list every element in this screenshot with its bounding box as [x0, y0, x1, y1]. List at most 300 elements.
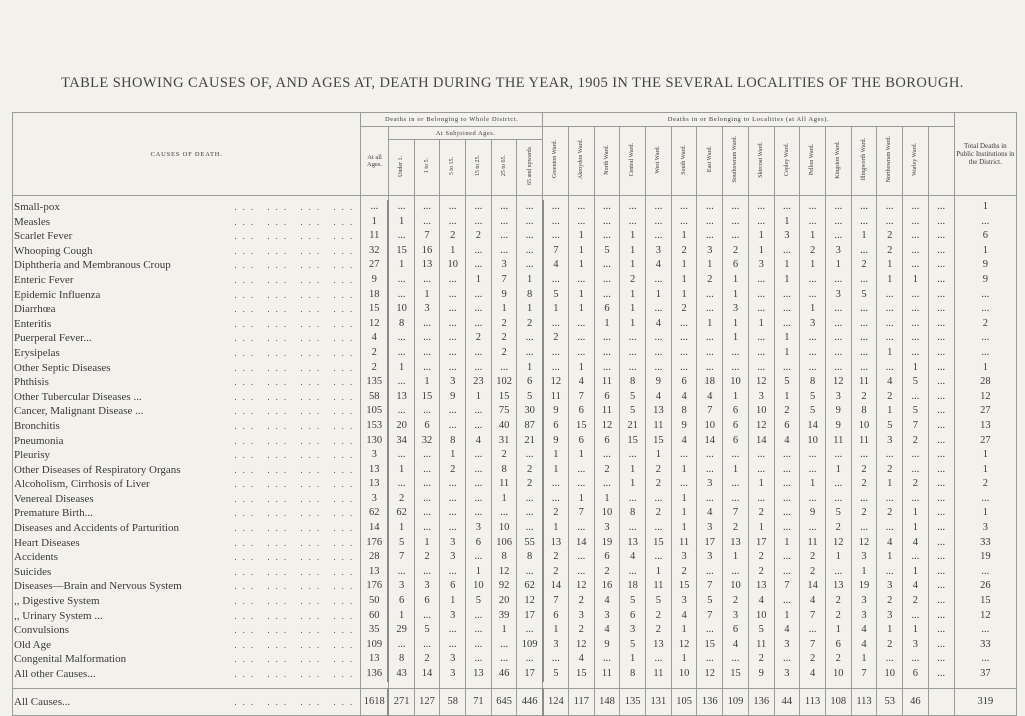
table-row [13, 506, 1017, 521]
cause-name [13, 229, 361, 244]
cell-value: ... [825, 565, 851, 580]
cell-value: ... [825, 477, 851, 492]
cell-value: ... [800, 492, 826, 507]
cell-value: 58 [440, 688, 466, 715]
cell-value: 11 [543, 390, 569, 405]
cell-value: 4 [568, 375, 594, 390]
cell-value: 136 [361, 667, 389, 682]
cell-value: ... [543, 346, 569, 361]
cell-value: 4 [671, 609, 697, 624]
leader-dots: ... ... ... ... [234, 377, 359, 388]
cell-value: ... [543, 273, 569, 288]
table-row [13, 521, 1017, 536]
cell-value: ... [748, 273, 774, 288]
cause-name [13, 200, 361, 215]
cell-value: ... [774, 302, 800, 317]
cell-value: 1 [851, 565, 877, 580]
cell-value: 2 [877, 463, 903, 478]
cause-name [13, 688, 361, 715]
cell-value: 12 [748, 375, 774, 390]
leader-dots: ... ... ... ... [234, 289, 359, 300]
cell-value: 33 [954, 638, 1016, 653]
cell-value: 4 [646, 390, 672, 405]
cause-name [13, 317, 361, 332]
cell-value: 10 [800, 434, 826, 449]
cell-value: 1 [568, 492, 594, 507]
cell-value: 1 [748, 477, 774, 492]
cell-value: 11 [825, 434, 851, 449]
cell-value: ... [903, 244, 929, 259]
cell-value: 4 [594, 594, 620, 609]
cell-value: 37 [954, 667, 1016, 682]
cell-value: 3 [440, 652, 466, 667]
leader-dots: ... ... ... ... [234, 493, 359, 504]
cell-value: 2 [954, 317, 1016, 332]
cell-value: 15 [671, 579, 697, 594]
cell-value: 1 [748, 244, 774, 259]
cell-value: 1 [646, 448, 672, 463]
cell-value: ... [491, 638, 517, 653]
cause-label: Diarrhœa [14, 303, 56, 316]
cell-value: 6 [594, 302, 620, 317]
cell-value: ... [388, 288, 414, 303]
cell-value: ... [414, 477, 440, 492]
cell-value: 2 [748, 550, 774, 565]
cell-value: ... [903, 229, 929, 244]
cell-value: 1 [671, 273, 697, 288]
cell-value: 7 [543, 244, 569, 259]
cell-value: 8 [517, 288, 543, 303]
cell-value: ... [517, 200, 543, 215]
cell-value: 3 [671, 594, 697, 609]
cell-value: 2 [877, 594, 903, 609]
cell-value: 1 [671, 258, 697, 273]
cell-value: ... [646, 215, 672, 230]
cell-value: 3 [466, 521, 492, 536]
cell-value: ... [851, 215, 877, 230]
cell-value: ... [388, 477, 414, 492]
leader-dots: ... ... ... ... [234, 420, 359, 431]
cell-value: ... [903, 258, 929, 273]
cell-value: 9 [800, 506, 826, 521]
cell-value: 1 [646, 288, 672, 303]
cell-value: 1 [671, 652, 697, 667]
cell-value: 13 [543, 536, 569, 551]
cell-value: ... [697, 565, 723, 580]
cell-value: 1 [517, 273, 543, 288]
cell-value: 1 [414, 288, 440, 303]
table-row [13, 594, 1017, 609]
cell-value: ... [491, 361, 517, 376]
cell-value: 1 [568, 244, 594, 259]
cell-value: ... [414, 361, 440, 376]
locality-header: Southowram Ward. [723, 127, 749, 196]
cell-value: 3 [440, 375, 466, 390]
cell-value: 7 [903, 419, 929, 434]
cell-value: 2 [851, 506, 877, 521]
leader-dots: ... ... ... ... [234, 639, 359, 650]
cell-value: 44 [774, 688, 800, 715]
cell-value: 15 [954, 594, 1016, 609]
cell-value: 7 [851, 667, 877, 682]
subjoined-ages-header: At Subjoined Ages. [388, 127, 542, 140]
cell-value: 4 [851, 623, 877, 638]
cell-value: 148 [594, 688, 620, 715]
cell-value: 2 [543, 506, 569, 521]
cell-value: 13 [646, 638, 672, 653]
cell-value: ... [414, 273, 440, 288]
cause-name [13, 550, 361, 565]
cause-name [13, 288, 361, 303]
cell-value: 4 [568, 652, 594, 667]
blank-header [928, 127, 954, 196]
cell-value: ... [620, 521, 646, 536]
cell-value: 14 [800, 579, 826, 594]
cell-value: 9 [594, 638, 620, 653]
cell-value: ... [440, 273, 466, 288]
cell-value: 7 [697, 609, 723, 624]
cell-value: 13 [723, 536, 749, 551]
cell-value: 2 [723, 521, 749, 536]
cell-value: ... [440, 404, 466, 419]
cell-value: 1 [954, 448, 1016, 463]
cell-value: 2 [877, 229, 903, 244]
cell-value: ... [928, 331, 954, 346]
cell-value: ... [466, 404, 492, 419]
cell-value: ... [825, 302, 851, 317]
cell-value: ... [568, 331, 594, 346]
cell-value: ... [594, 288, 620, 303]
cell-value: ... [646, 331, 672, 346]
cell-value: ... [774, 448, 800, 463]
cell-value: 2 [851, 463, 877, 478]
cell-value: 4 [361, 331, 389, 346]
table-title: TABLE SHOWING CAUSES OF, AND AGES AT, DEATH DURING THE YEAR, 1905 IN THE SEVERAL LOCALITIES OF THE BOROUGH. [61, 75, 964, 91]
leader-dots: ... ... ... ... [234, 318, 359, 329]
cell-value: ... [491, 652, 517, 667]
cell-value: 7 [414, 229, 440, 244]
cell-value: 4 [877, 536, 903, 551]
cell-value: 3 [825, 288, 851, 303]
cell-value: ... [414, 463, 440, 478]
cell-value: 109 [517, 638, 543, 653]
cell-value: ... [903, 331, 929, 346]
cell-value: ... [928, 638, 954, 653]
age-header: 1 to 5. [414, 140, 440, 196]
leader-dots: ... ... ... ... [234, 669, 359, 679]
cell-value: ... [723, 652, 749, 667]
cell-value: ... [825, 229, 851, 244]
cell-value: 2 [800, 565, 826, 580]
cell-value: ... [440, 419, 466, 434]
cell-value: 2 [877, 638, 903, 653]
cell-value: ... [697, 331, 723, 346]
locality-header: East Ward. [697, 127, 723, 196]
cell-value: ... [697, 361, 723, 376]
cell-value: 1 [851, 229, 877, 244]
cell-value: ... [748, 361, 774, 376]
cell-value: 2 [594, 463, 620, 478]
cell-value: ... [440, 492, 466, 507]
cell-value: ... [491, 229, 517, 244]
cell-value: 1 [568, 361, 594, 376]
leader-dots: ... ... ... ... [234, 362, 359, 373]
cell-value: 8 [491, 550, 517, 565]
cell-value: 12 [568, 579, 594, 594]
cell-value: ... [851, 331, 877, 346]
locality-header: South Ward. [671, 127, 697, 196]
cell-value: 1 [491, 302, 517, 317]
cell-value: ... [517, 258, 543, 273]
table-row [13, 288, 1017, 303]
cell-value: 176 [361, 579, 389, 594]
cell-value: 15 [491, 390, 517, 405]
cell-value: ... [414, 317, 440, 332]
cell-value: 13 [414, 258, 440, 273]
cell-value: 3 [723, 302, 749, 317]
cell-value: 1 [466, 273, 492, 288]
cell-value: ... [594, 652, 620, 667]
cell-value: ... [440, 506, 466, 521]
cause-label: Heart Diseases [14, 536, 80, 549]
cell-value: 29 [388, 623, 414, 638]
cell-value: ... [414, 565, 440, 580]
cell-value: ... [774, 244, 800, 259]
cell-value: 1 [748, 229, 774, 244]
cell-value: ... [671, 361, 697, 376]
cell-value: 28 [361, 550, 389, 565]
cell-value: ... [877, 302, 903, 317]
table-row [13, 463, 1017, 478]
cell-value: 135 [620, 688, 646, 715]
cause-name [13, 404, 361, 419]
cell-value: 8 [491, 463, 517, 478]
cell-value: 1 [774, 536, 800, 551]
cell-value: ... [928, 404, 954, 419]
cell-value: 7 [388, 550, 414, 565]
cell-value: ... [414, 506, 440, 521]
table-row [13, 302, 1017, 317]
cell-value: 14 [361, 521, 389, 536]
mortality-table [12, 112, 1017, 716]
cell-value: ... [877, 652, 903, 667]
cause-label: Convulsions [14, 624, 70, 637]
leader-dots: ... ... ... ... [234, 450, 359, 461]
cell-value: 1 [594, 317, 620, 332]
cell-value: 8 [388, 317, 414, 332]
cell-value: ... [723, 215, 749, 230]
cell-value: ... [954, 623, 1016, 638]
cause-label: Other Diseases of Respiratory Organs [14, 463, 181, 476]
cell-value: 1 [825, 550, 851, 565]
cell-value: ... [620, 361, 646, 376]
cell-value: 2 [877, 244, 903, 259]
cell-value: 8 [388, 652, 414, 667]
leader-dots: ... ... ... ... [234, 464, 359, 475]
cell-value: 9 [954, 258, 1016, 273]
cell-value: 2 [646, 477, 672, 492]
cell-value: ... [928, 550, 954, 565]
cell-value: 3 [697, 477, 723, 492]
cell-value: 11 [491, 477, 517, 492]
cell-value: 9 [671, 419, 697, 434]
cell-value: ... [517, 331, 543, 346]
table-row [13, 331, 1017, 346]
cell-value: 2 [697, 273, 723, 288]
cell-value: 5 [697, 594, 723, 609]
cell-value: ... [414, 346, 440, 361]
leader-dots: ... ... ... ... [234, 596, 359, 607]
cell-value: 15 [568, 667, 594, 682]
cell-value: 10 [466, 579, 492, 594]
cell-value: 60 [361, 609, 389, 624]
cell-value: ... [954, 652, 1016, 667]
cell-value: 124 [543, 688, 569, 715]
cell-value: 14 [414, 667, 440, 682]
table-row [13, 492, 1017, 507]
cell-value: ... [903, 200, 929, 215]
cell-value: ... [388, 638, 414, 653]
cell-value: 1 [903, 623, 929, 638]
cell-value: ... [928, 652, 954, 667]
cell-value: 1 [774, 390, 800, 405]
cell-value: 1 [543, 623, 569, 638]
cell-value: ... [517, 229, 543, 244]
cell-value: ... [466, 215, 492, 230]
cell-value: 7 [697, 579, 723, 594]
cell-value: 10 [594, 506, 620, 521]
cell-value: ... [928, 346, 954, 361]
cell-value: 2 [646, 463, 672, 478]
cell-value: ... [388, 375, 414, 390]
cell-value: 4 [748, 594, 774, 609]
cell-value: ... [851, 317, 877, 332]
cell-value: ... [800, 448, 826, 463]
leader-dots: ... ... ... ... [234, 406, 359, 417]
table-row [13, 346, 1017, 361]
cell-value: 1 [517, 361, 543, 376]
cell-value: 3 [825, 390, 851, 405]
cell-value: 16 [594, 579, 620, 594]
cell-value: 19 [851, 579, 877, 594]
cell-value: 10 [723, 579, 749, 594]
cell-value: 28 [954, 375, 1016, 390]
cell-value: 1 [877, 258, 903, 273]
cell-value: ... [361, 200, 389, 215]
cell-value: 18 [620, 579, 646, 594]
cell-value: ... [928, 375, 954, 390]
cell-value: 12 [543, 375, 569, 390]
cell-value: 5 [543, 288, 569, 303]
cell-value: 1 [877, 273, 903, 288]
cell-value: 9 [543, 434, 569, 449]
cell-value: 17 [748, 536, 774, 551]
cell-value: 2 [491, 317, 517, 332]
cell-value: 9 [825, 404, 851, 419]
cell-value: 2 [825, 594, 851, 609]
cell-value: 3 [774, 638, 800, 653]
table-row [13, 638, 1017, 653]
cell-value: 109 [361, 638, 389, 653]
cell-value: 7 [543, 594, 569, 609]
cell-value: ... [568, 215, 594, 230]
cell-value: ... [466, 492, 492, 507]
cell-value: 3 [491, 258, 517, 273]
cell-value: 16 [414, 244, 440, 259]
cause-label: Other Tubercular Diseases ... [14, 390, 142, 403]
cell-value: 2 [825, 521, 851, 536]
cell-value: ... [851, 492, 877, 507]
cell-value: 27 [954, 434, 1016, 449]
cell-value: ... [491, 200, 517, 215]
cell-value: ... [517, 215, 543, 230]
cell-value: 4 [466, 434, 492, 449]
cell-value: 8 [440, 434, 466, 449]
cell-value: 17 [697, 536, 723, 551]
table-row [13, 215, 1017, 230]
cause-label: Venereal Diseases [14, 492, 94, 505]
cell-value: ... [928, 565, 954, 580]
cell-value: 1 [954, 200, 1016, 215]
cell-value: ... [774, 317, 800, 332]
cause-name [13, 390, 361, 405]
cell-value: 3 [671, 550, 697, 565]
cell-value: ... [928, 215, 954, 230]
cell-value: ... [877, 492, 903, 507]
cell-value: 3 [748, 258, 774, 273]
cell-value: 1 [903, 521, 929, 536]
cell-value: 1 [620, 652, 646, 667]
cell-value: 50 [361, 594, 389, 609]
cell-value: 2 [594, 565, 620, 580]
cell-value: ... [466, 463, 492, 478]
cell-value: ... [928, 434, 954, 449]
cell-value: ... [851, 200, 877, 215]
cell-value: ... [388, 346, 414, 361]
leader-dots: ... ... ... ... [234, 245, 359, 256]
cell-value: 2 [903, 477, 929, 492]
cell-value: 13 [825, 579, 851, 594]
cell-value: 1 [671, 623, 697, 638]
cell-value: 2 [748, 652, 774, 667]
leader-dots: ... ... ... ... [234, 523, 359, 534]
cell-value: ... [928, 448, 954, 463]
cell-value: ... [825, 361, 851, 376]
cell-value: ... [646, 200, 672, 215]
cell-value: 15 [646, 536, 672, 551]
locality-header: North Ward. [594, 127, 620, 196]
cause-label: Pneumonia [14, 434, 64, 447]
cell-value: 62 [517, 579, 543, 594]
cell-value: ... [440, 521, 466, 536]
cell-value: 1 [903, 506, 929, 521]
leader-dots: ... ... ... ... [234, 581, 359, 592]
cell-value: 4 [903, 579, 929, 594]
cell-value: ... [671, 346, 697, 361]
cell-value: ... [774, 652, 800, 667]
cause-label: Phthisis [14, 376, 49, 389]
leader-dots: ... ... ... ... [234, 216, 359, 227]
cell-value: ... [748, 346, 774, 361]
cell-value: 127 [414, 688, 440, 715]
cell-value: ... [466, 477, 492, 492]
cell-value: 13 [361, 463, 389, 478]
cell-value: 1 [388, 215, 414, 230]
cell-value: 15 [723, 667, 749, 682]
cell-value: 32 [361, 244, 389, 259]
cell-value: 5 [517, 390, 543, 405]
cell-value: 11 [646, 579, 672, 594]
